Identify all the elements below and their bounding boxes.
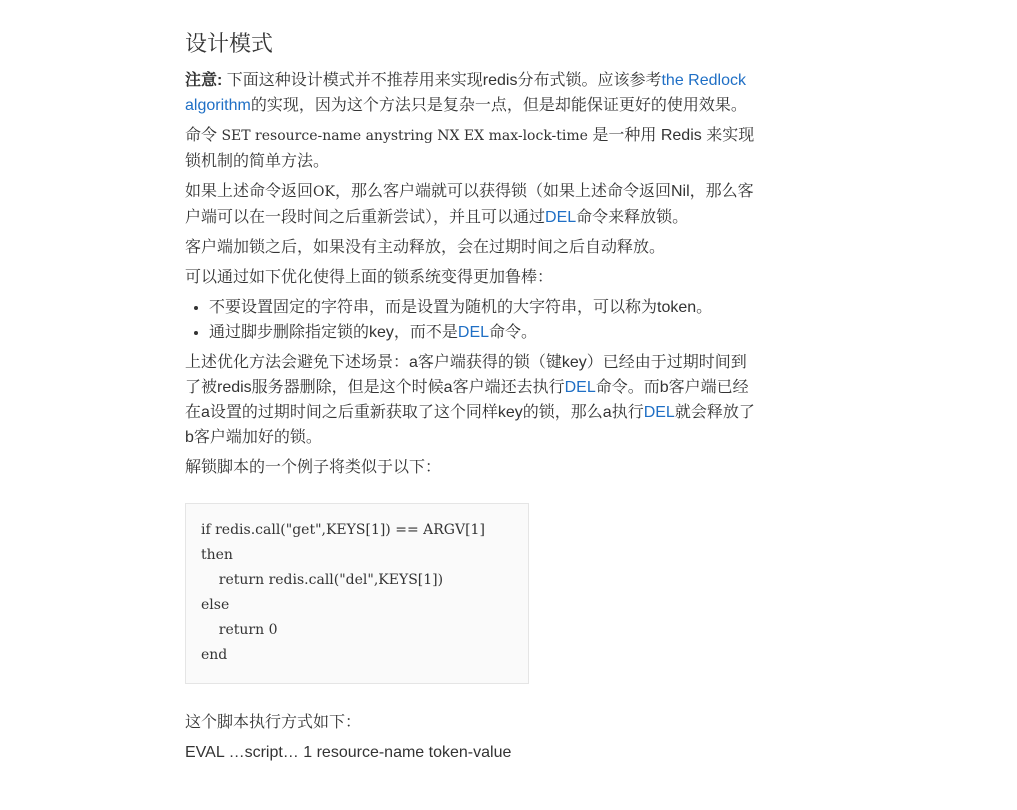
list-item: • 不要设置固定的字符串，而是设置为随机的大字符串，可以称为token。	[209, 295, 757, 320]
scenario-paragraph	[185, 350, 757, 450]
section-heading: 设计模式	[185, 31, 274, 56]
del-link[interactable]: DEL	[643, 404, 675, 421]
scenario-text-a: 上述优化方法会避免下述场景：a客户端获得的锁（键key）已经由于过期时间到了被redis服务器删除，但是这个时候a客户端还去执行	[185, 354, 747, 396]
del-link[interactable]: DEL	[457, 324, 490, 341]
eval-paragraph: EVAL …script… 1 resource-name token-value	[185, 744, 512, 761]
note-text-before: 下面这种设计模式并不推荐用来实现redis分布式锁。应该参考	[222, 72, 662, 89]
example-paragraph: 解锁脚本的一个例子将类似于以下：	[185, 459, 442, 476]
code-line: if redis.call("get",KEYS[1]) == ARGV[1]	[201, 522, 485, 538]
code-line: return redis.call("del",KEYS[1])	[201, 572, 444, 588]
list-item	[209, 320, 757, 345]
command-prefix: 命令	[185, 127, 222, 144]
code-line: else	[201, 597, 230, 613]
optimization-list	[185, 295, 757, 345]
note-label: 注意:	[185, 72, 223, 89]
code-line: end	[201, 647, 228, 663]
command-paragraph	[185, 123, 757, 174]
return-text-a: 如果上述命令返回	[185, 183, 314, 200]
list-item-text-a: 通过脚步删除指定锁的key，而不是	[209, 324, 458, 341]
del-link[interactable]: DEL	[545, 209, 577, 226]
command-suffix: 是一种用 Redis 来实现锁机制的简单方法。	[185, 127, 755, 170]
code-line: then	[201, 547, 233, 563]
optimize-paragraph: 可以通过如下优化使得上面的锁系统变得更加鲁棒：	[185, 269, 554, 286]
redlock-link[interactable]: the Redlock algorithm	[185, 72, 746, 114]
note-text-after: 的实现，因为这个方法只是复杂一点，但是却能保证更好的使用效果。	[250, 97, 747, 114]
del-link[interactable]: DEL	[564, 379, 596, 396]
return-text-b: ，那么客户端就可以获得锁（如果上述命令返回Nil，那么客户端可以在一段时间之后重新尝试），并且可以通过	[185, 183, 754, 226]
scenario-text-c: 就会释放了b客户端加好的锁。	[185, 404, 755, 446]
return-text-c: 命令来释放锁。	[576, 209, 689, 226]
note-paragraph	[185, 68, 757, 118]
ok-code: OK	[313, 184, 335, 200]
exec-paragraph: 这个脚本执行方式如下：	[185, 714, 362, 731]
code-line: return 0	[201, 622, 278, 638]
code-block	[185, 503, 529, 684]
return-paragraph	[185, 179, 757, 230]
scenario-text-b: 命令。而b客户端已经在a设置的过期时间之后重新获取了这个同样key的锁，那么a执行	[185, 379, 749, 421]
set-command-code: SET resource-name anystring NX EX max-lock-time	[221, 128, 588, 144]
expire-paragraph: 客户端加锁之后，如果没有主动释放，会在过期时间之后自动释放。	[185, 239, 666, 256]
list-item-text-b: 命令。	[489, 324, 538, 341]
article-content	[185, 0, 757, 770]
